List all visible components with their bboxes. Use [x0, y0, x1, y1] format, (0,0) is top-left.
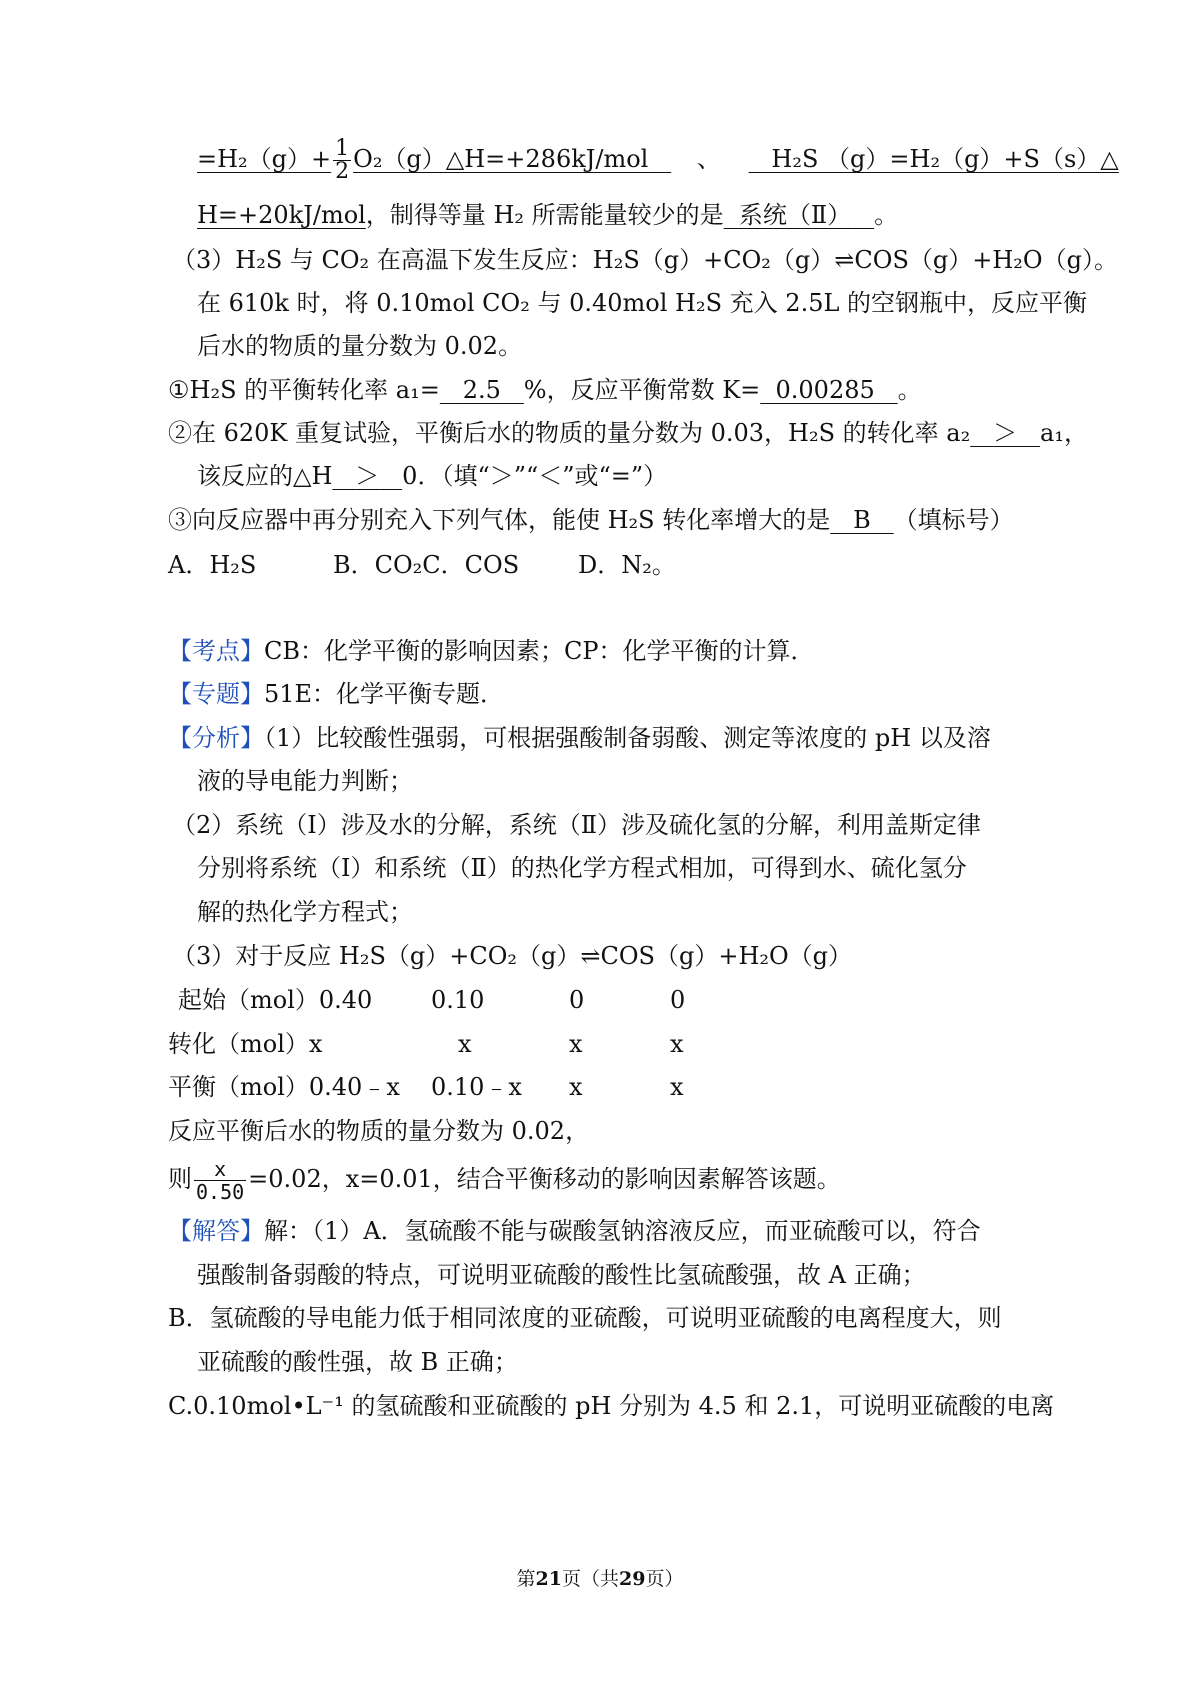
fenxi-then: 则	[168, 1165, 192, 1193]
period: 。	[874, 201, 899, 229]
sub-question-3-hint: （填标号）	[893, 506, 1014, 534]
jieda-tag: 【解答】	[168, 1217, 264, 1245]
eq1-part-d: H₂S （g）=H₂（g）+S（s）△	[771, 145, 1119, 173]
sub-question-2-line-2	[197, 459, 667, 493]
answer-constant: 0.00285	[775, 376, 875, 404]
jieda-line-2: 强酸制备弱酸的特点，可说明亚硫酸的酸性比氢硫酸强，故 A 正确；	[197, 1261, 926, 1289]
zhuanti-text: 51E：化学平衡专题．	[264, 680, 505, 708]
answer-a2: ＞	[993, 419, 1018, 447]
fraction-one-half	[333, 138, 351, 183]
page-footer	[0, 1566, 1200, 1592]
sub-question-2-text: ②在 620K 重复试验，平衡后水的物质的量分数为 0.03，H₂S 的转化率 a₂	[168, 419, 971, 447]
answer-blank-dh: H=+20kJ/mol	[197, 201, 366, 229]
row-change-co2: x	[458, 1030, 472, 1058]
fenxi-line-4: 分别将系统（Ⅰ）和系统（Ⅱ）的热化学方程式相加，可得到水、硫化氢分	[197, 854, 967, 882]
sub-question-1-text: ①H₂S 的平衡转化率 a₁=	[168, 376, 440, 404]
jieda-text-1: 解：（1）A．氢硫酸不能与碳酸氢钠溶液反应，而亚硫酸可以，符合	[264, 1217, 981, 1245]
question-3-line-2: 在 610k 时，将 0.10mol CO₂ 与 0.40mol H₂S 充入 2.5L 的空钢瓶中，反应平衡	[197, 289, 1088, 317]
fenxi-text-8: =0.02，x=0.01，结合平衡移动的影响因素解答该题。	[248, 1165, 841, 1193]
row-change-cos: x	[569, 1030, 583, 1058]
row-start-h2o: 0	[670, 986, 686, 1014]
sub-question-1	[168, 373, 922, 407]
row-start-label: 起始（mol）0.40	[178, 986, 373, 1014]
sub-question-1-end: 。	[897, 376, 922, 404]
fenxi-line-3: （2）系统（Ⅰ）涉及水的分解，系统（Ⅱ）涉及硫化氢的分解，利用盖斯定律	[172, 811, 982, 839]
eq1-separator: 、	[696, 145, 721, 173]
sub-question-2-end: a₁，	[1040, 419, 1088, 447]
zhuanti-tag: 【专题】	[168, 680, 264, 708]
fenxi-text-1: （1）比较酸性强弱，可根据强酸制备弱酸、测定等浓度的 pH 以及溶	[264, 724, 991, 752]
answer-blank-dh-sign	[332, 462, 402, 490]
eq1-part-b: O₂（g）△H=+286kJ/mol	[353, 145, 649, 173]
answer-blank-conversion	[440, 376, 524, 404]
sub-question-1-text-2: %，反应平衡常数 K=	[523, 376, 761, 404]
fraction-x-over-050	[194, 1158, 246, 1203]
fenxi-tag: 【分析】	[168, 724, 264, 752]
jieda-line-4: 亚硫酸的酸性强，故 B 正确；	[197, 1348, 518, 1376]
answer-blank-system	[724, 201, 874, 229]
answer-blank-system-2	[749, 145, 1119, 173]
fenxi-line-2: 液的导电能力判断；	[197, 767, 413, 795]
zhuanti-line	[168, 677, 504, 711]
row-change-h2o: x	[670, 1030, 684, 1058]
answer-blank-a2	[970, 419, 1040, 447]
jieda-line-1	[168, 1214, 981, 1248]
jieda-line-5: C.0.10mol•L⁻¹ 的氢硫酸和亚硫酸的 pH 分别为 4.5 和 2.1，可说明亚硫酸的电离	[168, 1392, 1055, 1420]
footer-prefix: 第	[516, 1568, 536, 1590]
row-equilibrium-label: 平衡（mol）0.40﹣x	[168, 1073, 400, 1101]
answer-dh-sign: ＞	[355, 462, 380, 490]
fenxi-line-1	[168, 721, 991, 755]
answer-system-2: 系统（Ⅱ）	[738, 201, 852, 229]
sub-question-2-hint: 0．（填“＞”“＜”或“=”）	[402, 462, 668, 490]
fenxi-line-6: （3）对于反应 H₂S（g）+CO₂（g）⇌COS（g）+H₂O（g）	[172, 942, 853, 970]
option-a: A．H₂S	[168, 551, 257, 579]
sub-question-3-text: ③向反应器中再分别充入下列气体，能使 H₂S 转化率增大的是	[168, 506, 831, 534]
kaodian-text: CB：化学平衡的影响因素；CP：化学平衡的计算．	[264, 637, 815, 665]
sub-question-3	[168, 503, 1014, 537]
fenxi-line-5: 解的热化学方程式；	[197, 898, 413, 926]
fraction-x-numerator: x	[214, 1157, 227, 1181]
footer-mid: 页（共	[561, 1568, 619, 1590]
row-start-cos: 0	[569, 986, 585, 1014]
footer-page-number: 21	[535, 1568, 562, 1590]
jieda-line-3: B．氢硫酸的导电能力低于相同浓度的亚硫酸，可说明亚硫酸的电离程度大，则	[168, 1304, 1002, 1332]
kaodian-line	[168, 634, 815, 668]
footer-total-pages: 29	[619, 1568, 646, 1590]
answer-blank-gas	[830, 506, 893, 534]
sub-question-2	[168, 416, 1088, 450]
fraction-denominator: 2	[335, 159, 350, 184]
answer-blank-constant	[760, 376, 897, 404]
row-equilibrium-co2: 0.10﹣x	[431, 1073, 522, 1101]
option-b-c: B．CO₂C．COS	[333, 551, 520, 579]
fraction-numerator: 1	[335, 136, 350, 161]
question-text: ，制得等量 H₂ 所需能量较少的是	[365, 201, 724, 229]
question-3-line-1: （3）H₂S 与 CO₂ 在高温下发生反应：H₂S（g）+CO₂（g）⇌COS（g）+H₂O（g）。	[172, 246, 1118, 274]
answer-blank-system-1	[197, 136, 671, 184]
fraction-x-denominator: 0.50	[196, 1180, 245, 1204]
question-3-line-3: 后水的物质的量分数为 0.02。	[197, 332, 523, 360]
row-change-label: 转化（mol）x	[168, 1030, 323, 1058]
row-equilibrium-h2o: x	[670, 1073, 684, 1101]
option-d: D．N₂。	[578, 551, 676, 579]
row-equilibrium-cos: x	[569, 1073, 583, 1101]
answer-conversion: 2.5	[462, 376, 501, 404]
equation-line-1	[197, 138, 1119, 183]
fenxi-line-7: 反应平衡后水的物质的量分数为 0.02，	[168, 1117, 590, 1145]
kaodian-tag: 【考点】	[168, 637, 264, 665]
footer-suffix: 页）	[645, 1568, 684, 1590]
answer-gas: B	[853, 506, 871, 534]
equation-line-2	[197, 198, 898, 232]
sub-question-2-dh: 该反应的△H	[197, 462, 333, 490]
row-start-co2: 0.10	[431, 986, 485, 1014]
fenxi-line-8	[168, 1158, 841, 1203]
eq1-part-a: =H₂（g）+	[197, 145, 332, 173]
